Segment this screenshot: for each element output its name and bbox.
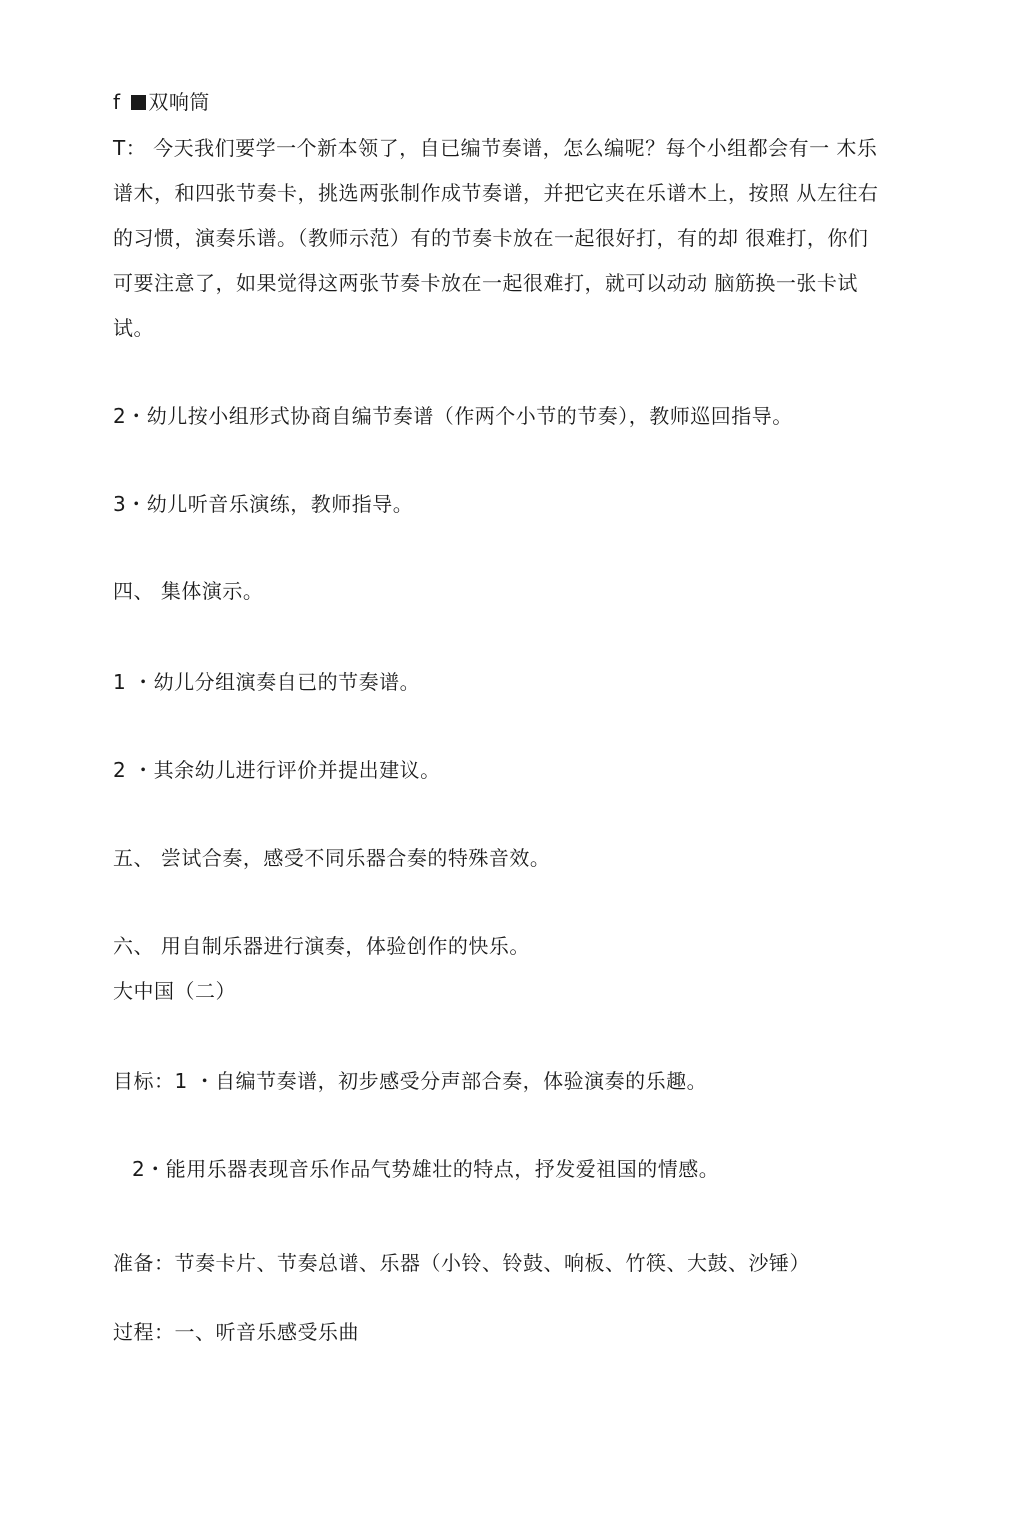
goal-1: 目标：1 ・自编节奏谱，初步感受分声部合奏，体验演奏的乐趣。	[113, 1069, 708, 1093]
instrument-name: 双响筒	[148, 90, 210, 114]
black-square-mark	[131, 95, 146, 110]
section-6-heading: 六、 用自制乐器进行演奏，体验创作的快乐。	[113, 934, 530, 958]
teacher-speech-line-4: 可要注意了，如果觉得这两张节奏卡放在一起很难打，就可以动动 脑筋换一张卡试	[113, 271, 858, 295]
section-4-heading: 四、 集体演示。	[113, 579, 264, 603]
teacher-speech-line-3: 的习惯，演奏乐谱。（教师示范）有的节奏卡放在一起很好打，有的却 很难打，你们	[113, 226, 869, 250]
preparation-line: 准备：节奏卡片、节奏总谱、乐器（小铃、铃鼓、响板、竹筷、大鼓、沙锤）	[113, 1251, 810, 1275]
section-4-item-1: 1 ・幼儿分组演奏自已的节奏谱。	[113, 670, 421, 694]
step-2-paragraph: 2・幼儿按小组形式协商自编节奏谱（作两个小节的节奏），教师巡回指导。	[113, 404, 793, 428]
process-line: 过程：一、听音乐感受乐曲	[113, 1320, 359, 1344]
lesson-title: 大中国（二）	[113, 979, 236, 1003]
teacher-speech-line-5: 试。	[113, 316, 154, 340]
teacher-speech-line-1: T： 今天我们要学一个新本领了，自已编节奏谱，怎么编呢？每个小组都会有一 木乐	[113, 136, 878, 160]
teacher-speech-line-2: 谱木，和四张节奏卡，挑选两张制作成节奏谱，并把它夹在乐谱木上，按照 从左往右	[113, 181, 879, 205]
instrument-line	[113, 90, 210, 114]
section-4-item-2: 2 ・其余幼儿进行评价并提出建议。	[113, 758, 441, 782]
goal-2: 2・能用乐器表现音乐作品气势雄壮的特点，抒发爱祖国的情感。	[132, 1157, 720, 1181]
instrument-prefix: f	[113, 90, 128, 114]
section-5-heading: 五、 尝试合奏，感受不同乐器合奏的特殊音效。	[113, 846, 551, 870]
step-3-paragraph: 3・幼儿听音乐演练，教师指导。	[113, 492, 414, 516]
